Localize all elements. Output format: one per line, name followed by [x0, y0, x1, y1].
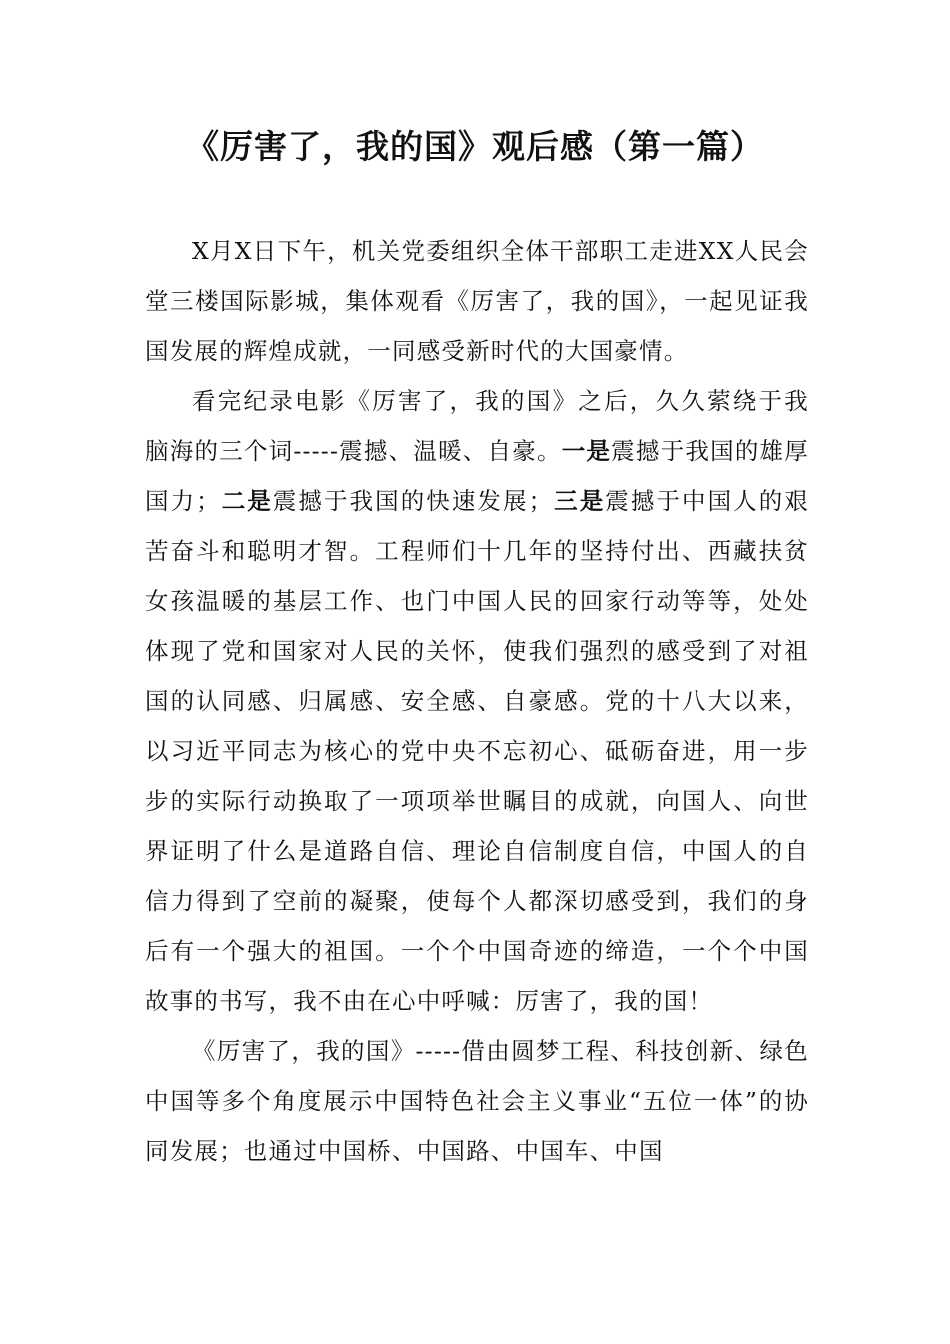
paragraph-2-text-d: 震撼于中国人的艰苦奋斗和聪明才智。工程师们十几年的坚持付出、西藏扶贫女孩温暖的基层工作、也门中国人民的回家行动等等，处处体现了党和国家对人民的关怀，使我们强烈的感受到了对祖国的认同感、归属感、安全感、自豪感。党的十八大以来，以习近平同志为核心的党中央不忘初心、砥砺奋进，用一步步的实际行动换取了一项项举世瞩目的成就，向国人、向世界证明了什么是道路自信、理论自信制度自信，中国人的自信力得到了空前的凝聚，使每个人都深切感受到，我们的身后有一个强大的祖国。一个个中国奇迹的缔造，一个个中国故事的书写，我不由在心中呼喊：厉害了，我的国！ — [145, 487, 809, 1015]
paragraph-2 — [145, 376, 809, 1026]
paragraph-3: 《厉害了，我的国》-----借由圆梦工程、科技创新、绿色中国等多个角度展示中国特色社会主义事业“五位一体”的协同发展；也通过中国桥、中国路、中国车、中国 — [145, 1037, 809, 1165]
paragraph-2-text-c: 震撼于我国的快速发展； — [272, 487, 554, 515]
paragraph-2-text-b: 震撼于我国的雄厚国力； — [145, 437, 809, 515]
emphasis-second: 二是 — [220, 487, 273, 515]
paragraph-1: X月X日下午，机关党委组织全体干部职工走进XX人民会堂三楼国际影城，集体观看《厉害了，我的国》，一起见证我国发展的辉煌成就，一同感受新时代的大国豪情。 — [145, 237, 809, 365]
emphasis-third: 三是 — [553, 487, 606, 515]
document-body — [145, 226, 809, 1176]
paragraph-2-text-a: 看完纪录电影《厉害了，我的国》之后，久久萦绕于我脑海的三个词-----震撼、温暖、自豪。 — [145, 387, 809, 465]
document-title: 《厉害了，我的国》观后感（第一篇） — [186, 127, 764, 166]
emphasis-first: 一是 — [561, 437, 612, 465]
